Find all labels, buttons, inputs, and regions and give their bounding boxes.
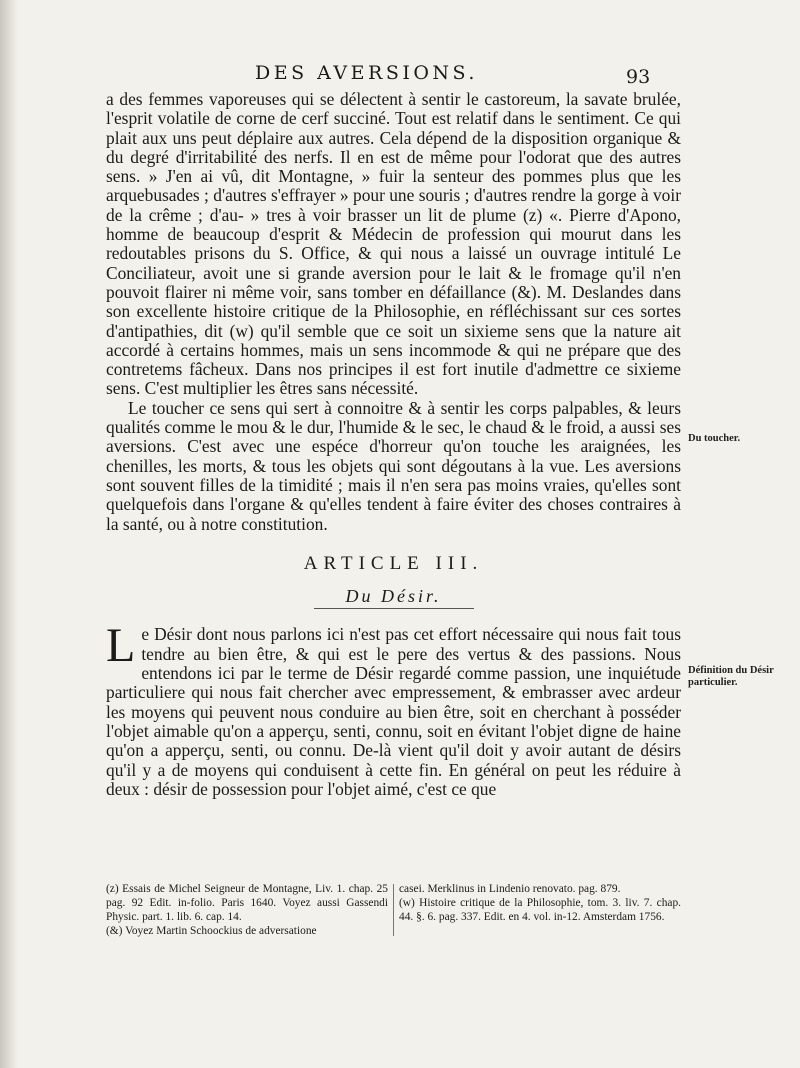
- paragraph-odorat: a des femmes vaporeuses qui se délectent à sentir le castoreum, la savate brulée, l'esprit volatile de corne de cerf succiné. Tout est relatif dans le sentiment. Ce qui plait aux uns peut déplaire aux autres. Cela dépend de la disposition organique & du degré d'irritabilité des nerfs. Il en est de même pour l'odorat que des autres sens. » J'en ai vû, dit Montagne, » fuir la senteur des pommes plus que les arquebusades ; d'autres s'effrayer » pour une souris ; d'autres rendre la gorge à voir de la crême ; d'au- » tres à voir brasser un lit de plume (z) «. Pierre d'Apono, homme de beaucoup d'esprit & Médecin de profession qui mourut dans les redoutables prisons du S. Office, & qui nous a laissé un ouvrage intitulé Le Conciliateur, avoit une si grande aversion pour le lait & le fromage qu'il n'en pouvoit flairer ni même voir, sans tomber en défaillance (&). M. Deslandes dans son excellente histoire critique de la Philosophie, en réfléchissant sur ces sortes d'antipathies, dit (w) qu'il semble que ce soit un sixieme sens que la nature ait accordé à certains hommes, mais un sens incommode & qui ne prépare que des contretems fâcheux. Dans nos principes il est fort inutile d'admettre ce sixieme sens. C'est multiplier les êtres sans nécessité.: [106, 89, 681, 399]
- footnote-continuation: casei. Merklinus in Lindenio renovato. pag. 879.: [399, 883, 621, 895]
- footnote-divider: [393, 884, 394, 936]
- running-head: DES AVERSIONS.: [255, 62, 478, 84]
- footnotes: [106, 882, 681, 938]
- footnote-et: (&) Voyez Martin Schoockius de adversatione: [106, 925, 317, 937]
- margin-note-toucher: Du toucher.: [688, 433, 741, 444]
- page-gutter-shadow: [0, 0, 18, 1068]
- paragraph-toucher: Le toucher ce sens qui sert à connoitre & à sentir les corps palpables, & leurs qualités comme le mou & le dur, l'humide & le sec, le chaud & le froid, a aussi ses aversions. C'est avec une espéce d'horreur qu'on touche les araignées, les chenilles, les morts, & tous les objets qui sont dégoutans à la vue. Les aversions sont souvent filles de la timidité ; mais il n'en sera pas moins vraies, qu'elles sont quelquefois dans l'organe & qu'elles tendent à faire éviter des choses contraires à la santé, ou à notre constitution.: [106, 397, 681, 534]
- page-number: 93: [626, 66, 651, 88]
- margin-note-definition: Définition du Désir particulier.: [688, 665, 774, 688]
- section-rule: [314, 608, 474, 609]
- paragraph-desir-text: e Désir dont nous parlons ici n'est pas cet effort nécessaire qui nous fait tous tendre au bien être, & qui est le pere des vertus & des passions. Nous entendons ici par le terme de Désir regardé comme passion, une inquiétude particuliere qui nous fait chercher avec empressement, & embrasser avec ardeur les moyens qui peuvent nous conduire au bien être, soit en cherchant à posséder l'objet aimable qu'on a apperçu, senti, connu, soit en évitant l'objet digne de haine qu'on a apperçu, senti, ou connu. De-là vient qu'il doit y avoir autant de désirs qu'il y a de moyens qui conduisent à cette fin. En général on peut les réduire à deux : désir de possession pour l'objet aimé, c'est ce que: [106, 624, 681, 799]
- footnote-z: (z) Essais de Michel Seigneur de Montagne, Liv. 1. chap. 25 pag. 92 Edit. in-folio. Paris 1640. Voyez aussi Gassendi Physic. part. 1. lib. 6. cap. 14.: [106, 883, 388, 923]
- main-text: [106, 90, 681, 799]
- footnotes-left-column: [106, 882, 388, 938]
- footnotes-right-column: [399, 882, 681, 938]
- drop-cap: L: [106, 619, 136, 673]
- footnote-w: (w) Histoire critique de la Philosophie, tom. 3. liv. 7. chap. 44. §. 6. pag. 337. Edit. en 4. vol. in-12. Amsterdam 1756.: [399, 897, 681, 923]
- section-title: Du Désir.: [345, 586, 442, 607]
- article-title: ARTICLE III.: [303, 552, 484, 574]
- paragraph-desir: [106, 619, 681, 799]
